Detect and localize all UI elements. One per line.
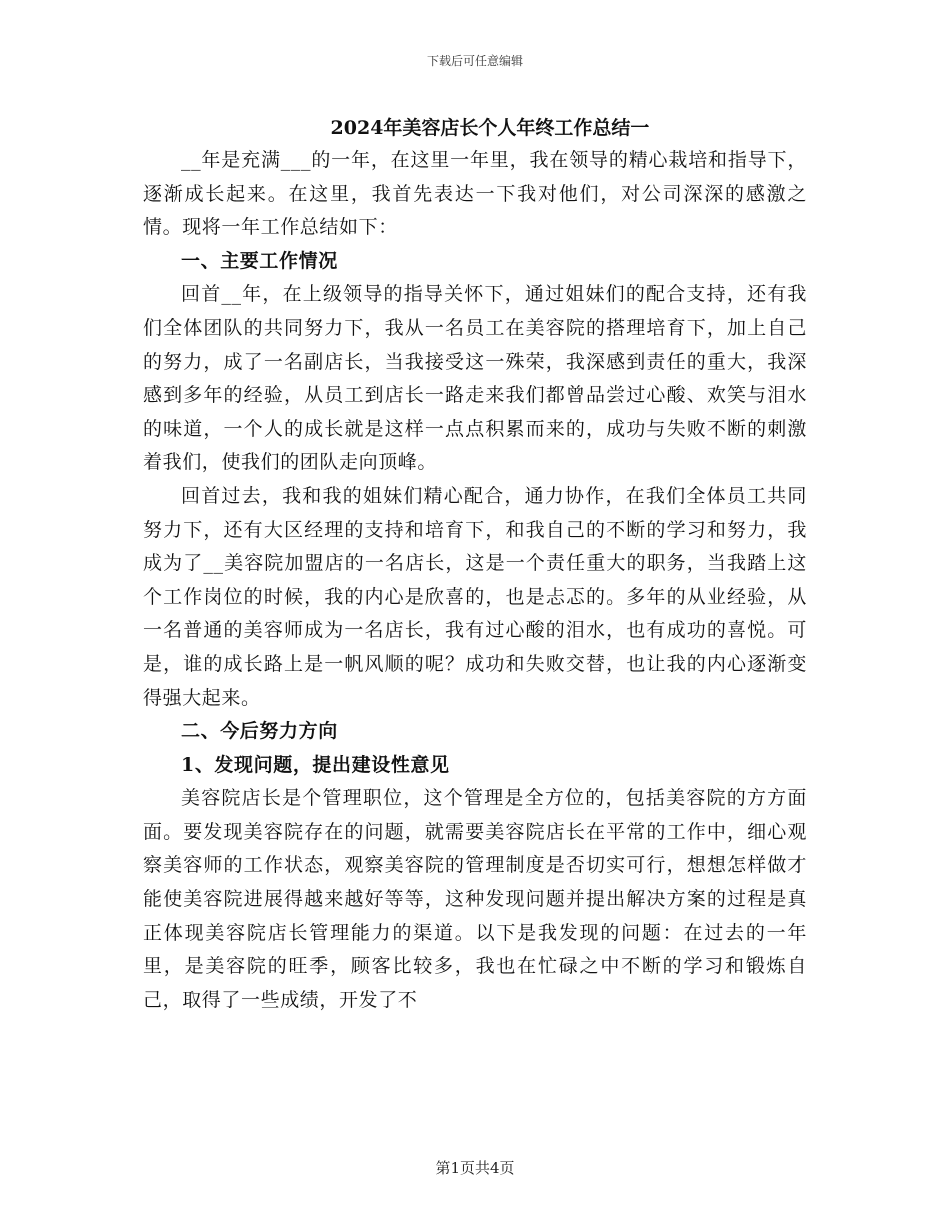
section-2-subheading-1: 1、发现问题，提出建设性意见 bbox=[181, 753, 450, 776]
section-1-paragraph-2: 回首过去，我和我的姐妹们精心配合，通力协作，在我们全体员工共同努力下，还有大区经理的支持和培育下，和我自己的不断的学习和努力，我成为了__美容院加盟店的一名店长，这是一个责任重大的职务，当我踏上这个工作岗位的时候，我的内心是欣喜的，也是忐忑的。多年的从业经验，从一名普通的美容师成为一名店长，我有过心酸的泪水，也有成功的喜悦。可是，谁的成长路上是一帆风顺的呢？成功和失败交替，也让我的内心逐渐变得强大起来。 bbox=[143, 484, 807, 709]
intro-paragraph: __年是充满___的一年，在这里一年里，我在领导的精心栽培和指导下，逐渐成长起来。在这里，我首先表达一下我对他们，对公司深深的感激之情。现将一年工作总结如下： bbox=[143, 149, 807, 239]
section-1-heading: 一、主要工作情况 bbox=[181, 249, 338, 272]
page-footer: 第1页共4页 bbox=[435, 1159, 515, 1177]
document-title: 2024年美容店长个人年终工作总结一 bbox=[330, 117, 650, 139]
section-2-paragraph-1: 美容院店长是个管理职位，这个管理是全方位的，包括美容院的方方面面。要发现美容院存在的问题，就需要美容院店长在平常的工作中，细心观察美容师的工作状态，观察美容院的管理制度是否切实可行，想想怎样做才能使美容院进展得越来越好等等，这种发现问题并提出解决方案的过程是真正体现美容院店长管理能力的渠道。以下是我发现的问题：在过去的一年里，是美容院的旺季，顾客比较多，我也在忙碌之中不断的学习和锻炼自己，取得了一些成绩，开发了不 bbox=[143, 787, 807, 1011]
document-body bbox=[143, 112, 807, 1017]
section-2-heading: 二、今后努力方向 bbox=[181, 720, 338, 743]
header-note: 下载后可任意编辑 bbox=[426, 54, 523, 68]
section-1-paragraph-1: 回首__年，在上级领导的指导关怀下，通过姐妹们的配合支持，还有我们全体团队的共同努力下，我从一名员工在美容院的搭理培育下，加上自己的努力，成了一名副店长，当我接受这一殊荣，我深感到责任的重大，我深感到多年的经验，从员工到店长一路走来我们都曾品尝过心酸、欢笑与泪水的味道，一个人的成长就是这样一点点积累而来的，成功与失败不断的刺激着我们，使我们的团队走向顶峰。 bbox=[143, 283, 807, 474]
